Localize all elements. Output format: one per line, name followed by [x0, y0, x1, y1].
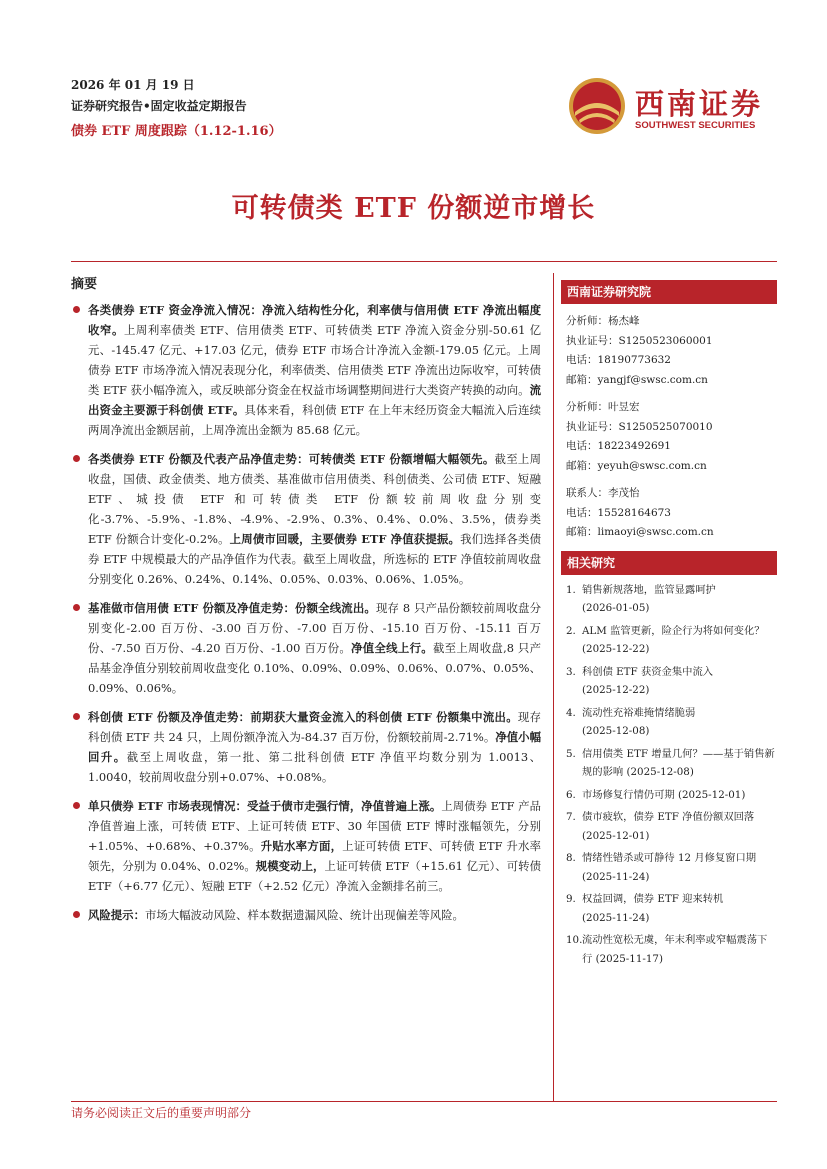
item-title: 情绪性错杀或可静待 12 月修复窗口期: [582, 852, 757, 864]
item-number: 5.: [566, 747, 576, 760]
item-title: 市场修复行情仍可期: [582, 788, 675, 801]
bullet-text: 上证可转债 ETF、可转债 ETF 升水率领先，分别为 0.04%、0.02%。: [88, 839, 541, 873]
item-date: (2026-01-05): [582, 602, 650, 614]
bullet-heading: 基准做市信用债 ETF 份额及净值走势：份额全线流出。: [88, 601, 376, 615]
report-type: 证券研究报告•固定收益定期报告: [71, 99, 247, 113]
item-date: (2025-12-22): [582, 643, 650, 655]
summary-section: [71, 273, 541, 934]
item-title: 信用债类 ETF 增量几何？——基于销售新规的影响: [582, 747, 775, 778]
related-research-item[interactable]: [566, 622, 777, 659]
bullet-text: 具体来看，科创债 ETF 在上年末经历资金大幅流入后连续两周净流出金额居前，上周净流出金额为 85.68 亿元。: [88, 403, 541, 437]
contact-name: 联系人：李茂怡: [566, 487, 640, 499]
item-date: (2025-12-22): [582, 684, 650, 696]
related-research-heading: 相关研究: [561, 551, 777, 575]
bullet-dot-icon: [73, 911, 80, 918]
item-date: (2025-12-01): [582, 829, 650, 842]
logo-name-cn: 西南证券: [635, 87, 764, 121]
analyst-cert: 执业证号：S1250523060001: [566, 334, 713, 347]
company-logo: [567, 76, 772, 136]
analyst-phone: 电话：18223492691: [566, 440, 671, 452]
bullet-text: 市场大幅波动风险、样本数据遗漏风险、统计出现偏差等风险。: [144, 908, 464, 922]
item-title: 科创债 ETF 获资金集中流入: [582, 665, 714, 678]
report-date: 2026 年 01 月 19 日: [71, 78, 195, 92]
related-research-item[interactable]: [566, 808, 777, 845]
analyst-cert: 执业证号：S1250525070010: [566, 420, 713, 433]
bullet-text: 现存科创债 ETF 共 24 只，上周份额净流入为-84.37 百万份，份额较前周-2.71%。: [88, 710, 541, 744]
report-series: 债券 ETF 周度跟踪（1.12-1.16）: [71, 124, 282, 139]
item-title: 债市疲软，债券 ETF 净值份额双回落: [582, 811, 755, 823]
summary-bullet-fund-flows: [71, 300, 541, 440]
footer-divider: [71, 1101, 777, 1102]
footer-disclaimer: 请务必阅读正文后的重要声明部分: [71, 1106, 252, 1120]
sidebar: [561, 280, 777, 972]
related-research-item[interactable]: [566, 890, 777, 927]
bullet-text: 上证可转债 ETF（+15.61 亿元）、可转债 ETF（+6.77 亿元）、短融 ETF（+2.52 亿元）净流入金额排名前三。: [88, 859, 541, 893]
item-number: 4.: [566, 706, 576, 719]
item-number: 6.: [566, 788, 576, 801]
item-date: (2025-11-17): [595, 952, 663, 965]
item-date: (2025-11-24): [582, 911, 650, 924]
item-date: (2025-12-08): [626, 766, 694, 778]
bullet-text: 上周利率债类 ETF、信用债类 ETF、可转债类 ETF 净流入资金分别-50.61 亿元、-145.47 亿元、+17.03 亿元，债券 ETF 市场合计净流入金额-179.05 亿元。上周债券 ETF 市场净流入情况表现分化，利率债类、信用债类 ETF 净流出边际收窄，可转债类 ETF 获小幅净流入，或反映部分资金在权益市场调整期间进行大类资产转换的动向。: [88, 323, 541, 397]
bullet-text: 截至上周收盘,8 只产品基金净值分别较前周收盘变化 0.10%、0.09%、0.09%、0.06%、0.07%、0.05%、0.09%、0.06%。: [88, 641, 541, 695]
bullet-dot-icon: [73, 802, 80, 809]
related-research-item[interactable]: [566, 849, 777, 886]
item-number: 10.: [566, 934, 583, 946]
item-number: 1.: [566, 583, 576, 596]
analyst-name: 分析师：叶昱宏: [566, 401, 640, 413]
bullet-heading: 各类债券 ETF 份额及代表产品净值走势：可转债类 ETF 份额增幅大幅领先。: [88, 452, 495, 466]
summary-bullet-risk: [71, 905, 541, 925]
summary-bullet-sci-tech: [71, 707, 541, 787]
logo-emblem-icon: [567, 76, 627, 136]
summary-bullet-benchmark-credit: [71, 598, 541, 698]
contact-phone: 电话：15528164673: [566, 506, 671, 519]
column-divider: [553, 273, 554, 1101]
item-number: 7.: [566, 811, 576, 823]
bullet-text: 截至上周收盘，国债、政金债类、地方债类、基准做市信用债类、科创债类、公司债 ETF、短融 ETF、城投债 ETF 和可转债类 ETF 份额较前周收盘分别变化-3.7%、-5.9%、-1.8%、-4.9%、-2.9%、0.3%、0.4%、0.0%、3.5%，债券类 ETF 份额合计变化-0.2%。: [88, 452, 541, 546]
item-number: 3.: [566, 665, 576, 678]
summary-bullet-shares-nav: [71, 449, 541, 589]
item-title: 流动性宽松无虞，年末利率或窄幅震荡下行: [582, 934, 768, 965]
related-research-item[interactable]: [566, 581, 777, 618]
related-research-item[interactable]: [566, 786, 777, 805]
item-number: 8.: [566, 852, 576, 864]
related-research-item[interactable]: [566, 663, 777, 700]
bullet-heading: 各类债券 ETF 资金净流入情况：净流入结构性分化，利率债与信用债 ETF 净流出幅度收窄。: [88, 303, 541, 337]
bullet-highlight: 净值全线上行。: [351, 641, 433, 655]
bullet-heading: 单只债券 ETF 市场表现情况：受益于债市走强行情，净值普遍上涨。: [88, 799, 442, 813]
title-divider: [71, 261, 777, 262]
bullet-dot-icon: [73, 306, 80, 313]
item-date: (2025-12-01): [677, 788, 746, 801]
bullet-highlight: 净值小幅回升。: [88, 730, 541, 764]
analyst-phone: 电话：18190773632: [566, 354, 671, 366]
analyst-name: 分析师：杨杰峰: [566, 315, 640, 327]
item-title: 权益回调，债券 ETF 迎来转机: [582, 893, 724, 905]
item-date: (2025-12-08): [582, 725, 650, 737]
bullet-dot-icon: [73, 604, 80, 611]
item-number: 9.: [566, 893, 576, 905]
bullet-text: 现存 8 只产品份额较前周收盘分别变化-2.00 百万份、-3.00 百万份、-7.00 百万份、-15.10 百万份、-15.11 百万份、-7.50 百万份、-4.20 百万份、-1.00 百万份。: [88, 601, 541, 655]
page-title: 可转债类 ETF 份额逆市增长: [231, 193, 596, 224]
bullet-heading: 风险提示：: [88, 908, 145, 922]
related-research-list: [561, 581, 777, 969]
contact-email[interactable]: 邮箱：limaoyi@swsc.com.cn: [566, 526, 714, 538]
bullet-heading: 科创债 ETF 份额及净值走势：前期获大量资金流入的科创债 ETF 份额集中流出。: [88, 710, 518, 724]
analyst-email[interactable]: 邮箱：yangjf@swsc.com.cn: [566, 373, 708, 386]
bullet-dot-icon: [73, 713, 80, 720]
analyst-card: [561, 312, 777, 390]
bullet-highlight: 规模变动上，: [255, 859, 325, 873]
bullet-highlight: 流出资金主要源于科创债 ETF。: [88, 383, 541, 417]
summary-bullet-single-etf: [71, 796, 541, 896]
item-title: ALM 监管更新，险企行为将如何变化？: [582, 624, 765, 637]
bullet-highlight: 上周债市回暖，主要债券 ETF 净值获提振。: [229, 532, 461, 546]
bullet-text: 我们选择各类债券 ETF 中规模最大的产品净值作为代表。截至上周收盘，所选标的 ETF 净值较前周收盘分别变化 0.26%、0.24%、0.14%、0.05%、0.03%、0.06%、1.05%。: [88, 532, 541, 586]
item-number: 2.: [566, 624, 576, 637]
bullet-text: 上周债券 ETF 产品净值普遍上涨，可转债 ETF、上证可转债 ETF、30 年国债 ETF 博时涨幅领先，分别+1.05%、+0.68%、+0.37%。: [88, 799, 541, 853]
analyst-email[interactable]: 邮箱：yeyuh@swsc.com.cn: [566, 459, 707, 472]
analyst-card: [561, 398, 777, 476]
logo-name-en: SOUTHWEST SECURITIES: [635, 120, 756, 131]
bullet-dot-icon: [73, 455, 80, 462]
related-research-item[interactable]: [566, 931, 777, 968]
item-title: 销售新规落地，监管显露呵护: [582, 583, 716, 596]
item-title: 流动性充裕难掩情绪脆弱: [582, 706, 696, 719]
summary-heading: 摘要: [71, 277, 98, 292]
related-research-item[interactable]: [566, 704, 777, 741]
bullet-highlight: 升贴水率方面，: [260, 839, 343, 853]
related-research-item[interactable]: [566, 745, 777, 782]
institute-heading: 西南证券研究院: [561, 280, 777, 304]
item-date: (2025-11-24): [582, 870, 650, 883]
bullet-text: 截至上周收盘，第一批、第二批科创债 ETF 净值平均数分别为 1.0013、1.0040，较前周收盘分别+0.07%、+0.08%。: [88, 750, 541, 784]
contact-card: [561, 484, 777, 543]
